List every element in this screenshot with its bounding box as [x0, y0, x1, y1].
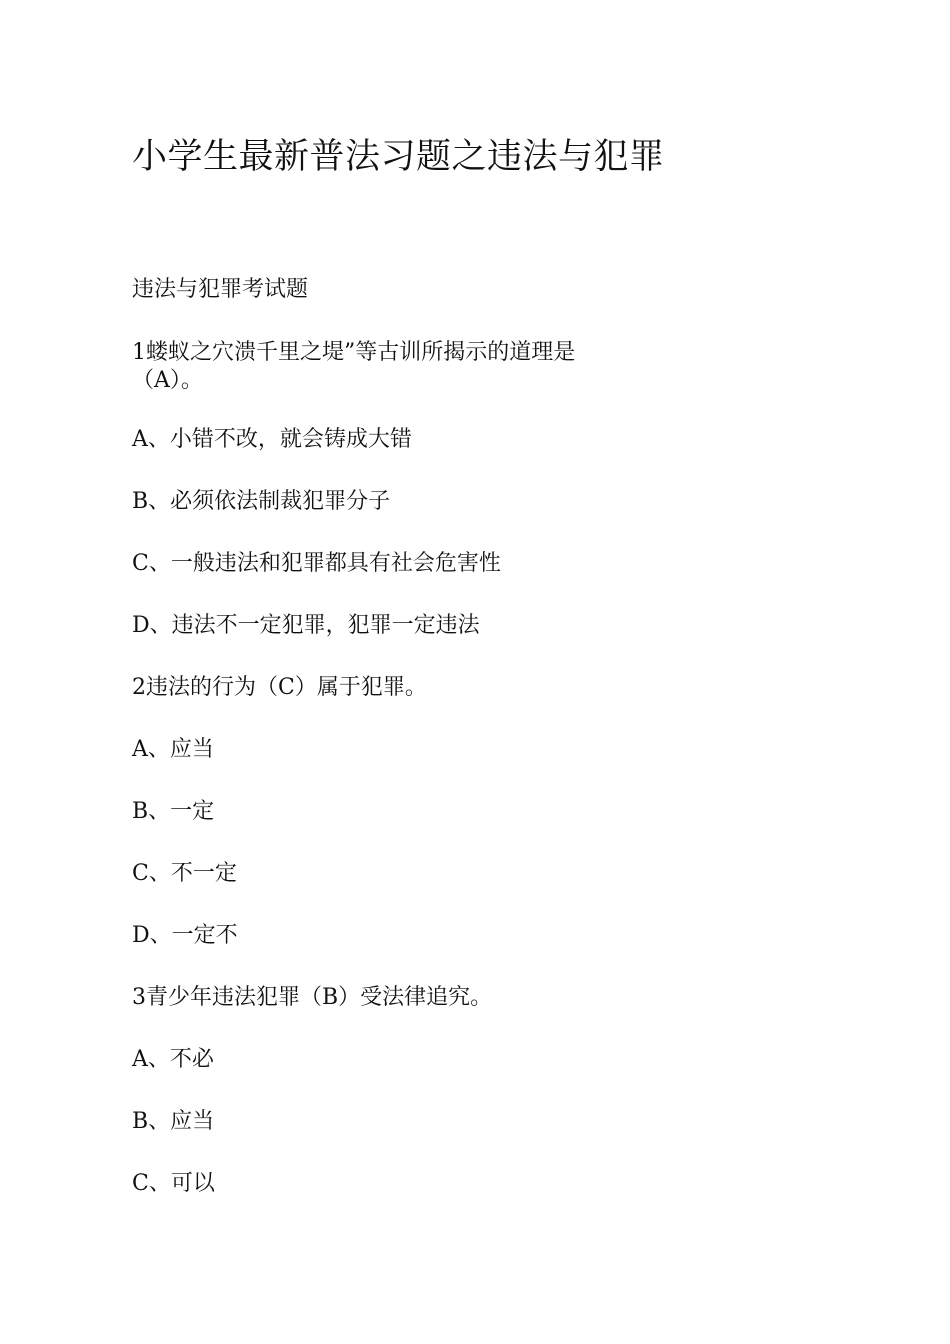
- question-2-option-c: C、不一定: [132, 861, 237, 886]
- question-2-stem: 2违法的行为（C）属于犯罪。: [132, 675, 427, 700]
- section-heading: 违法与犯罪考试题: [132, 277, 309, 302]
- question-3-option-b: B、应当: [132, 1109, 215, 1134]
- question-2-option-b: B、一定: [132, 799, 215, 824]
- page-title: 小学生最新普法习题之违法与犯罪: [132, 137, 665, 177]
- question-1-option-c: C、一般违法和犯罪都具有社会危害性: [132, 551, 501, 576]
- question-3-stem: 3青少年违法犯罪（B）受法律追究。: [132, 985, 493, 1010]
- question-1-option-d: D、违法不一定犯罪，犯罪一定违法: [132, 613, 480, 638]
- question-1-option-a: A、小错不改，就会铸成大错: [132, 427, 412, 452]
- question-3-option-a: A、不必: [132, 1047, 214, 1072]
- question-3-option-c: C、可以: [132, 1171, 215, 1196]
- question-2-option-d: D、一定不: [132, 923, 238, 948]
- question-1-option-b: B、必须依法制裁犯罪分子: [132, 489, 391, 514]
- question-1-stem: 1蝼蚁之穴溃千里之堤”等古训所揭示的道理是（A）。: [132, 340, 576, 393]
- question-2-option-a: A、应当: [132, 737, 214, 762]
